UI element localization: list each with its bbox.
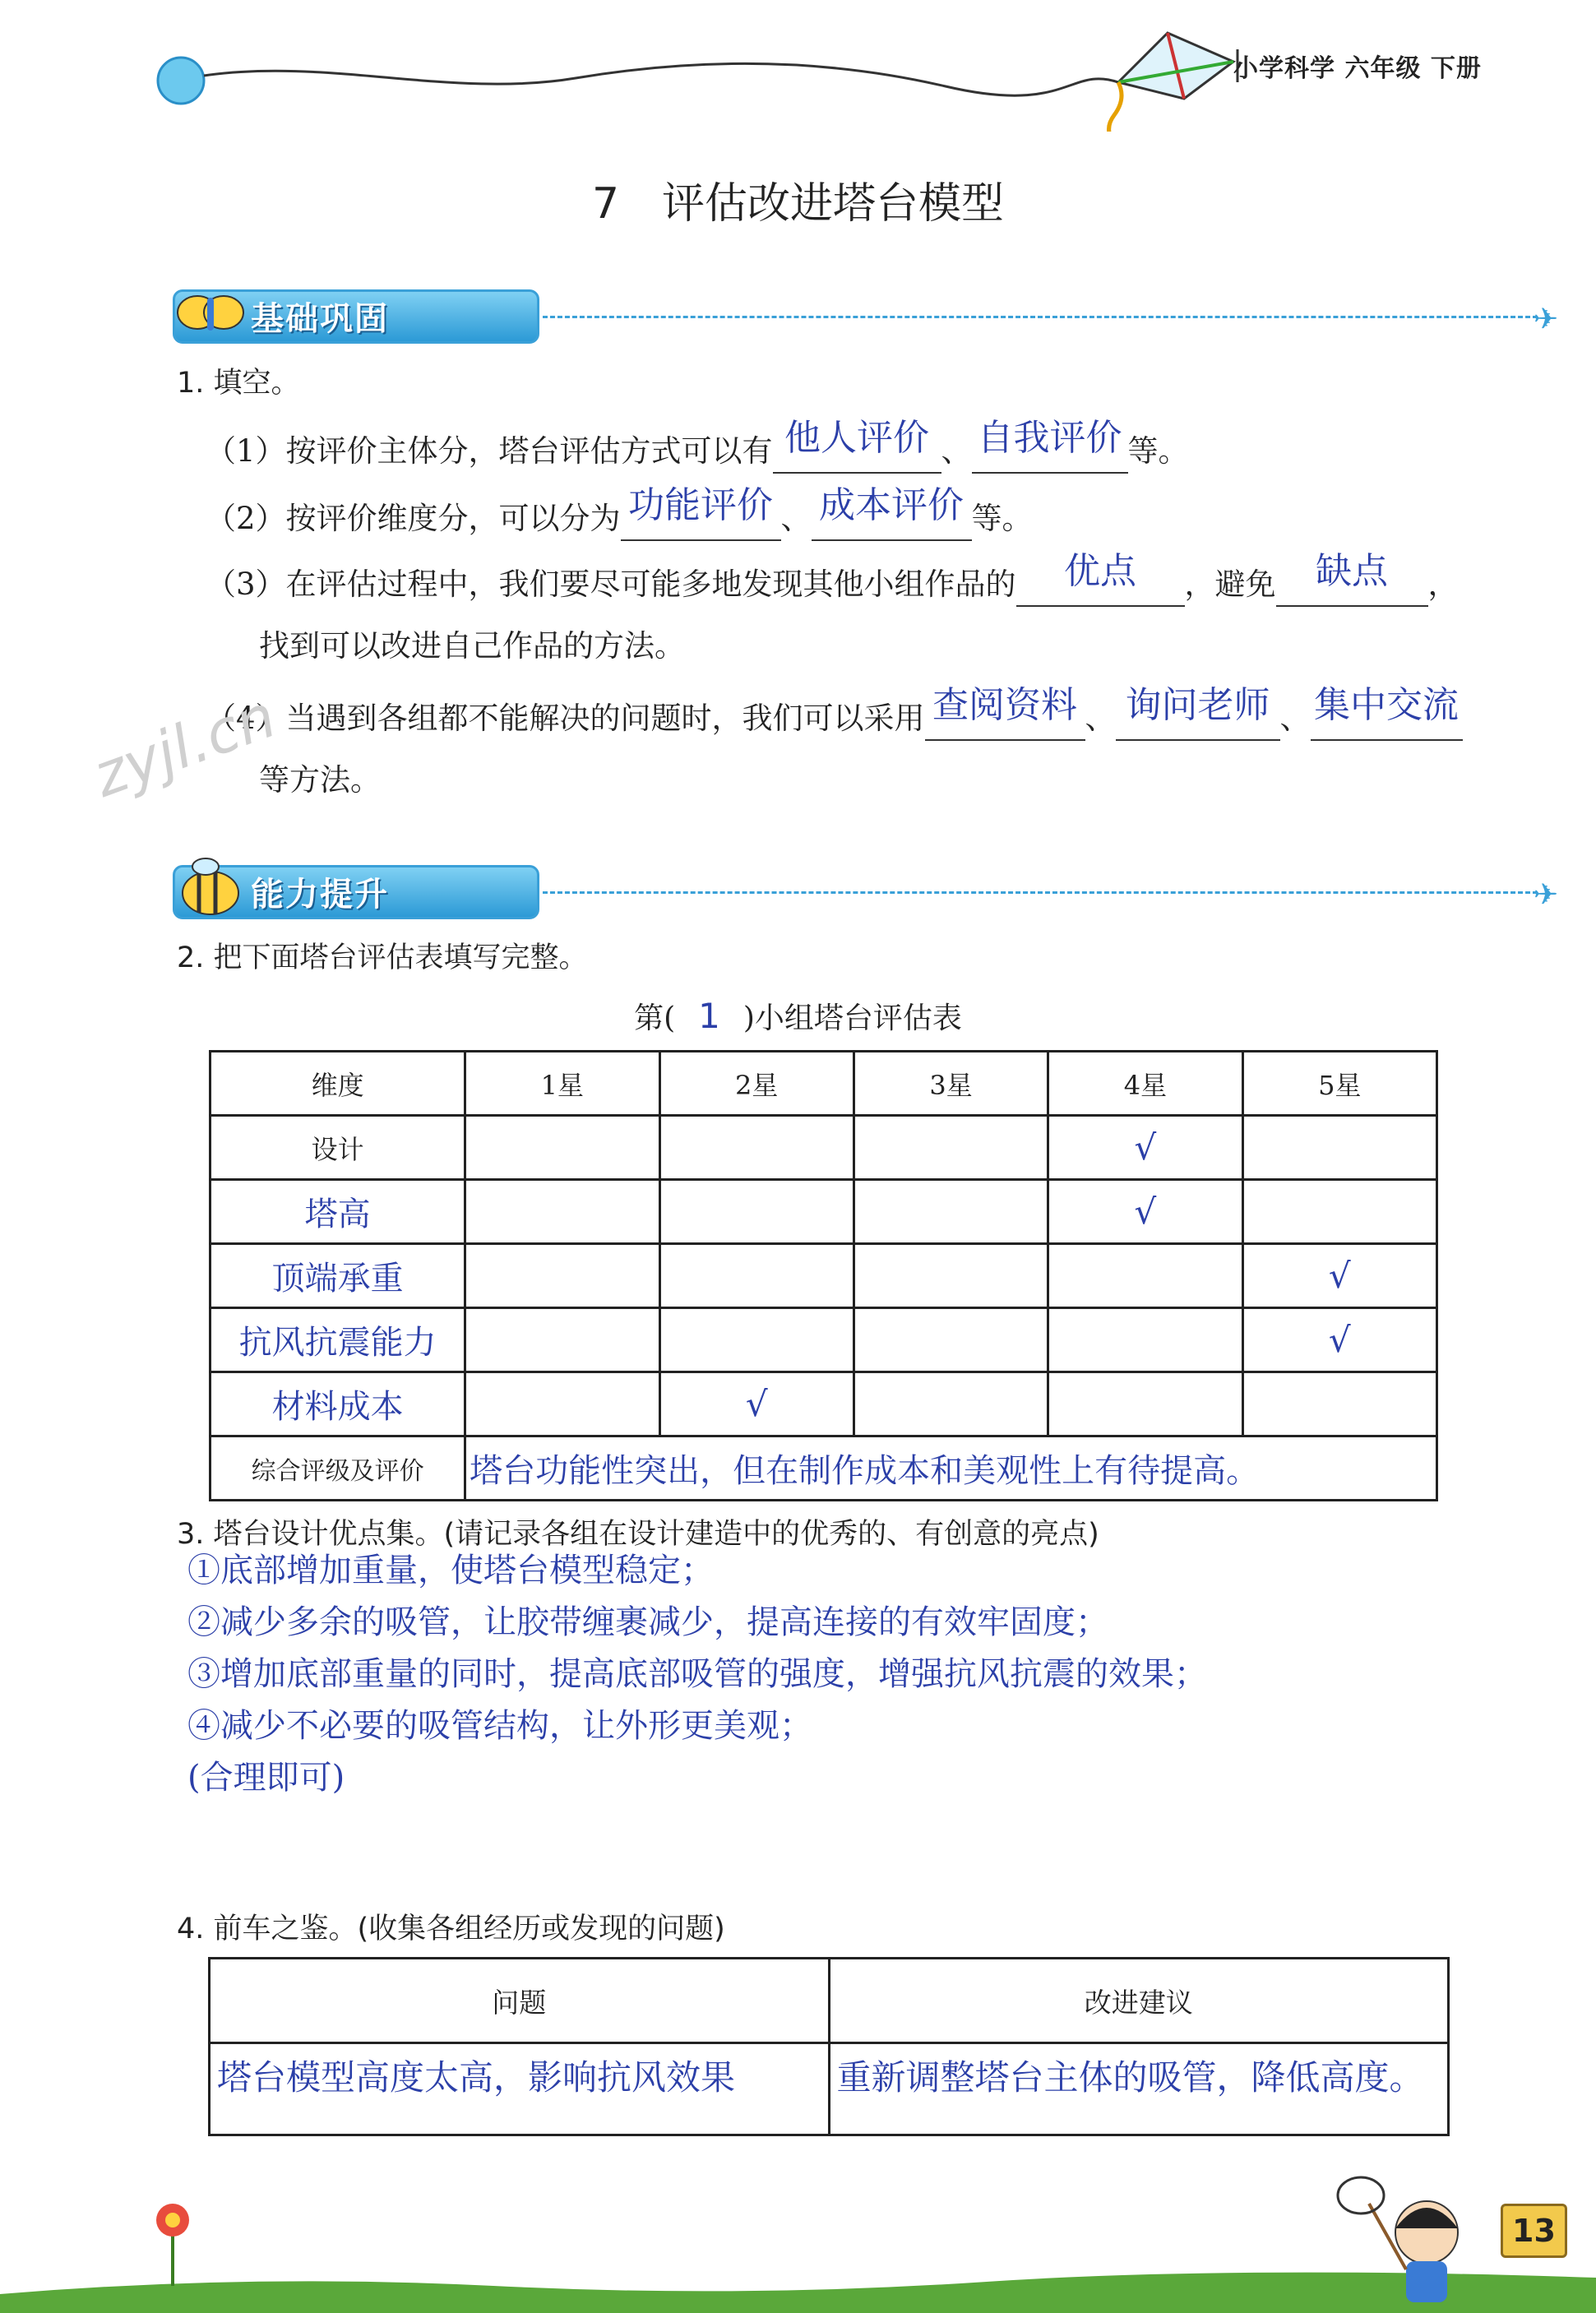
summary-label: 综合评级及评价 (210, 1436, 465, 1501)
column-header: 5星 (1242, 1052, 1436, 1116)
airplane-icon: ✈ (1534, 878, 1559, 912)
column-header: 2星 (659, 1052, 854, 1116)
question-2-label: 2. 把下面塔台评估表填写完整。 (177, 941, 588, 974)
rating-cell (659, 1244, 854, 1308)
rating-cell: √ (1048, 1116, 1242, 1180)
table-row (210, 2043, 1449, 2135)
rating-cell (1048, 1308, 1242, 1372)
text: 等。 (971, 501, 1033, 536)
rating-cell (854, 1308, 1048, 1372)
text: 、 (1279, 701, 1311, 736)
table-row (210, 1372, 1437, 1436)
table-summary-row (210, 1436, 1437, 1501)
answer: 缺点 (1316, 550, 1389, 592)
answer-blank (1311, 684, 1463, 741)
dimension-cell: 抗风抗震能力 (210, 1308, 465, 1372)
rating-cell (854, 1244, 1048, 1308)
answer-blank (1016, 550, 1185, 607)
design-highlights-list (187, 1544, 1207, 1803)
column-header: 问题 (210, 1959, 830, 2043)
rating-cell (659, 1308, 854, 1372)
column-header: 4星 (1048, 1052, 1242, 1116)
answer-blank (1116, 684, 1280, 741)
text: （3）在评估过程中，我们要尽可能多地发现其他小组作品的 (206, 567, 1016, 602)
list-item: ④减少不必要的吸管结构，让外形更美观； (187, 1707, 812, 1745)
answer: 他人评价 (784, 417, 930, 459)
table-row (210, 1180, 1437, 1244)
column-header: 维度 (210, 1052, 465, 1116)
table-header-row (210, 1959, 1449, 2043)
answer: 优点 (1064, 550, 1137, 592)
answer: 集中交流 (1314, 684, 1460, 726)
answer: 自我评价 (977, 417, 1122, 459)
text: 、 (1085, 701, 1116, 736)
table-header-row (210, 1052, 1437, 1116)
summary-value: 塔台功能性突出，但在制作成本和美观性上有待提高。 (465, 1436, 1437, 1501)
rating-cell (854, 1116, 1048, 1180)
answer-blank (773, 419, 941, 474)
watermark: zyjl.cn (84, 681, 285, 811)
balloon-icon (158, 58, 204, 104)
column-header: 3星 (854, 1052, 1048, 1116)
rating-cell: √ (1242, 1308, 1436, 1372)
rating-cell: √ (659, 1372, 854, 1436)
bee-icon (173, 855, 247, 921)
section-title-basics: 基础巩固 (251, 300, 389, 338)
rating-cell (465, 1244, 659, 1308)
rating-cell (659, 1180, 854, 1244)
rating-cell (465, 1180, 659, 1244)
text: ， (1427, 567, 1459, 602)
answer-blank (812, 484, 972, 541)
page-number: 13 (1501, 2204, 1567, 2258)
group-number: 1 (698, 996, 720, 1036)
rating-cell (1048, 1372, 1242, 1436)
evaluation-table (209, 1050, 1438, 1501)
text: ，避免 (1184, 567, 1276, 602)
section-title-ability: 能力提升 (251, 876, 389, 914)
list-item: ③增加底部重量的同时，提高底部吸管的强度，增强抗风抗震的效果； (187, 1655, 1207, 1693)
answer: 功能评价 (628, 484, 774, 526)
footer-decoration (0, 2154, 1596, 2313)
text: )小组塔台评估表 (742, 1002, 962, 1035)
answer-blank (621, 484, 781, 541)
table-row (210, 1244, 1437, 1308)
rating-cell (1242, 1116, 1436, 1180)
column-header: 改进建议 (829, 1959, 1449, 2043)
rating-cell (1048, 1244, 1242, 1308)
question-1-part-4 (206, 684, 1463, 741)
rating-cell: √ (1048, 1180, 1242, 1244)
list-item: ①底部增加重量，使塔台模型稳定； (187, 1552, 714, 1589)
answer-blank (925, 684, 1085, 741)
dimension-cell: 塔高 (210, 1180, 465, 1244)
subject-label: 小学科学 六年级 下册 (1233, 54, 1482, 83)
answer-blank (972, 419, 1128, 474)
section-banner-ability (115, 855, 1559, 921)
answer: 询问老师 (1125, 684, 1270, 726)
column-header: 1星 (465, 1052, 659, 1116)
text: 、 (941, 433, 972, 469)
text: 等。 (1127, 433, 1189, 469)
text: （2）按评价维度分，可以分为 (206, 501, 621, 536)
question-1-part-3 (206, 550, 1459, 607)
rating-cell (854, 1372, 1048, 1436)
problem-cell: 塔台模型高度太高，影响抗风效果 (210, 2043, 830, 2135)
table-row (210, 1308, 1437, 1372)
rating-cell (465, 1116, 659, 1180)
butterfly-icon (173, 280, 247, 345)
rating-cell (465, 1372, 659, 1436)
table-row (210, 1116, 1437, 1180)
text: （1）按评价主体分，塔台评估方式可以有 (206, 433, 773, 469)
rating-cell (1242, 1372, 1436, 1436)
rating-cell (659, 1116, 854, 1180)
question-1-part-2 (206, 484, 1033, 541)
lessons-table (208, 1957, 1450, 2136)
question-1-part-4-line-2: 等方法。 (259, 762, 381, 798)
answer: 查阅资料 (932, 684, 1078, 726)
rating-cell: √ (1242, 1244, 1436, 1308)
question-3-label: 3. 塔台设计优点集。(请记录各组在设计建造中的优秀的、有创意的亮点) (177, 1518, 1099, 1551)
rating-cell (854, 1180, 1048, 1244)
rating-cell (465, 1308, 659, 1372)
page-title: 7 评估改进塔台模型 (591, 179, 1005, 229)
text: 第( (634, 1002, 676, 1035)
dimension-cell: 顶端承重 (210, 1244, 465, 1308)
answer: 成本评价 (819, 484, 965, 526)
suggestion-cell: 重新调整塔台主体的吸管，降低高度。 (829, 2043, 1449, 2135)
question-1-label: 1. 填空。 (177, 367, 300, 400)
text: （4）当遇到各组都不能解决的问题时，我们可以采用 (206, 701, 925, 736)
list-item: (合理即可) (187, 1759, 345, 1797)
answer-blank (1276, 550, 1428, 607)
eval-table-title (0, 995, 1596, 1037)
question-4-label: 4. 前车之鉴。(收集各组经历或发现的问题) (177, 1913, 725, 1945)
question-1-part-3-line-2: 找到可以改进自己作品的方法。 (259, 628, 685, 664)
dimension-cell: 设计 (210, 1116, 465, 1180)
rating-cell (1242, 1180, 1436, 1244)
airplane-icon: ✈ (1534, 303, 1559, 336)
section-banner-basics (115, 280, 1559, 345)
flower-icon (156, 2204, 189, 2286)
question-1-part-1 (206, 419, 1189, 474)
text: 、 (780, 501, 812, 536)
dimension-cell: 材料成本 (210, 1372, 465, 1436)
list-item: ②减少多余的吸管，让胶带缠裹减少，提高连接的有效牢固度； (187, 1603, 1108, 1641)
